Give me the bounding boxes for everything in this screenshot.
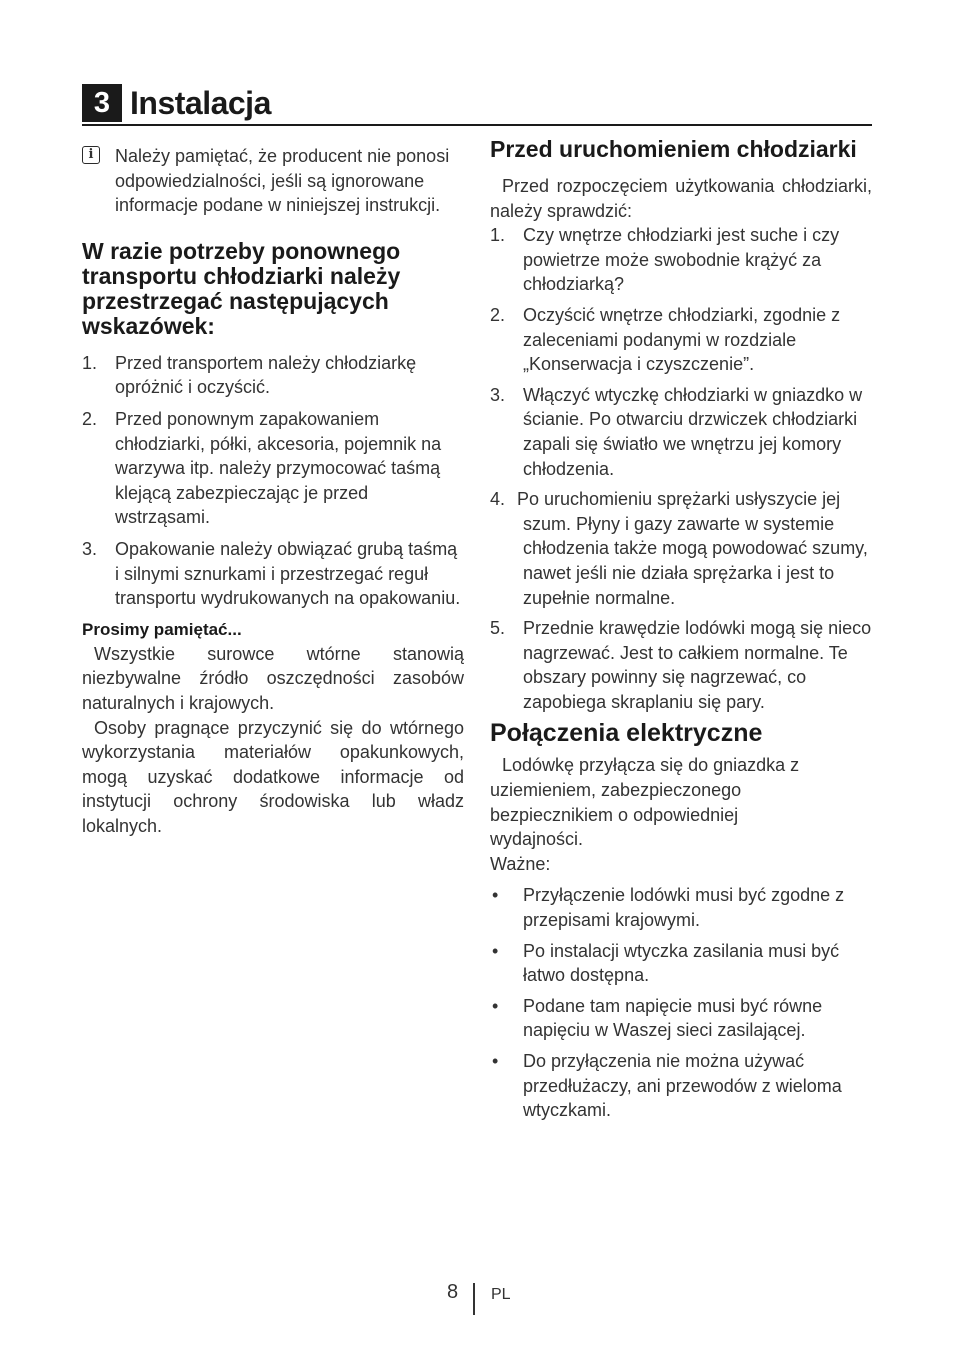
list-item	[490, 223, 872, 297]
list-item	[82, 407, 464, 530]
section-number-badge: 3	[82, 84, 122, 122]
left-column	[82, 140, 464, 838]
list-text: Oczyścić wnętrze chłodziarki, zgodnie z zaleceniami podanymi w rozdziale „Konserwacja i czyszczenie”.	[523, 304, 841, 375]
list-item	[490, 383, 872, 481]
electric-heading: Połączenia elektryczne	[490, 719, 763, 748]
info-note	[82, 144, 464, 218]
list-text: Czy wnętrze chłodziarki jest suche i czy powietrze może swobodnie krążyć za chłodziarką?	[523, 225, 840, 295]
electric-bullet-list	[490, 883, 872, 1122]
list-text: Przed ponownym zapakowaniem chłodziarki, półki, akcesoria, pojemnik na warzywa itp. należy przymocować taśmą klejącą zabezpieczając je przed wstrząsami.	[115, 408, 442, 528]
transport-list	[82, 351, 464, 611]
bullet-mark: •	[492, 1051, 499, 1071]
list-text: Podane tam napięcie musi być równe napięciu w Waszej sieci zasilającej.	[523, 995, 823, 1041]
bullet-mark: •	[492, 995, 499, 1016]
list-text: Przed transportem należy chłodziarkę opróżnić i oczyścić.	[115, 352, 417, 398]
list-number: 5.	[490, 618, 506, 639]
remember-paragraph-1: Wszystkie surowce wtórne stanowią niezbywalne źródło oszczędności zasobów naturalnych i krajowych.	[82, 643, 464, 713]
list-number: 2.	[82, 408, 98, 429]
list-item	[490, 1049, 872, 1123]
list-number: 1.	[490, 225, 506, 246]
list-item	[490, 939, 872, 988]
page-number: 8	[447, 1281, 459, 1303]
page-title: Instalacja	[130, 85, 271, 121]
list-item	[490, 994, 872, 1043]
list-item	[82, 537, 464, 611]
remember-paragraph-2: Osoby pragnące przyczynić się do wtórnego wykorzystania materiałów opakunkowych, mogą uzyskać dodatkowe informacje od instytucji ochrony środowiska lub władz lokalnych.	[82, 717, 464, 836]
list-text: Po instalacji wtyczka zasilania musi być łatwo dostępna.	[523, 940, 840, 986]
list-number: 4.	[490, 489, 506, 510]
startup-intro: Przed rozpoczęciem użytkowania chłodziarki, należy sprawdzić:	[490, 176, 872, 221]
bullet-mark: •	[492, 940, 499, 961]
list-text: Do przyłączenia nie można używać przedłużaczy, ani przewodów z wieloma wtyczkami.	[523, 1051, 842, 1121]
language-code: PL	[491, 1286, 511, 1303]
info-note-text: Należy pamiętać, że producent nie ponosi odpowiedzialności, jeśli są ignorowane informacje podane w niniejszej instrukcji.	[115, 146, 450, 216]
footer-divider	[473, 1283, 475, 1315]
list-text: Przyłączenie lodówki musi być zgodne z przepisami krajowymi.	[523, 885, 845, 931]
section-header	[82, 82, 872, 126]
list-item	[490, 616, 872, 714]
startup-list	[490, 223, 872, 714]
remember-heading: Prosimy pamiętać...	[82, 619, 242, 639]
electric-intro: Lodówkę przyłącza się do gniazdka z uziemieniem, zabezpieczonego bezpiecznikiem o odpowiedniej wydajności.	[490, 755, 800, 850]
right-column	[490, 136, 872, 1123]
list-item	[490, 487, 872, 610]
list-text: Opakowanie należy obwiązać grubą taśmą i silnymi sznurkami i przestrzegać reguł transportu wydrukowanych na opakowaniu.	[115, 538, 461, 609]
bullet-mark: •	[492, 885, 499, 906]
list-number: 1.	[82, 352, 98, 373]
list-text: Przednie krawędzie lodówki mogą się nieco nagrzewać. Jest to całkiem normalne. Te obszary powinny się nagrzewać, co zapobiega skraplaniu się pary.	[523, 618, 872, 712]
list-text-continued: szum. Płyny i gazy zawarte w systemie chłodzenia także mogą powodować szumy, nawet jeśli nie działa sprężarka i jest to zupełnie normalne.	[523, 513, 868, 608]
list-item	[82, 351, 464, 400]
list-number: 3.	[82, 538, 98, 559]
list-number: 3.	[490, 384, 506, 405]
info-icon: i	[82, 146, 100, 164]
important-label: Ważne:	[490, 853, 551, 874]
startup-heading: Przed uruchomieniem chłodziarki	[490, 136, 857, 162]
list-text: Po uruchomieniu sprężarki usłyszycie jej	[517, 489, 841, 510]
transport-heading: W razie potrzeby ponownego transportu chłodziarki należy przestrzegać następujących wskazówek:	[82, 237, 401, 339]
list-item	[490, 883, 872, 932]
list-item	[490, 303, 872, 377]
list-number: 2.	[490, 304, 506, 325]
list-text: Włączyć wtyczkę chłodziarki w gniazdko w ścianie. Po otwarciu drzwiczek chłodziarki zapali się światło we wnętrzu jej komory chłodzenia.	[523, 384, 863, 479]
